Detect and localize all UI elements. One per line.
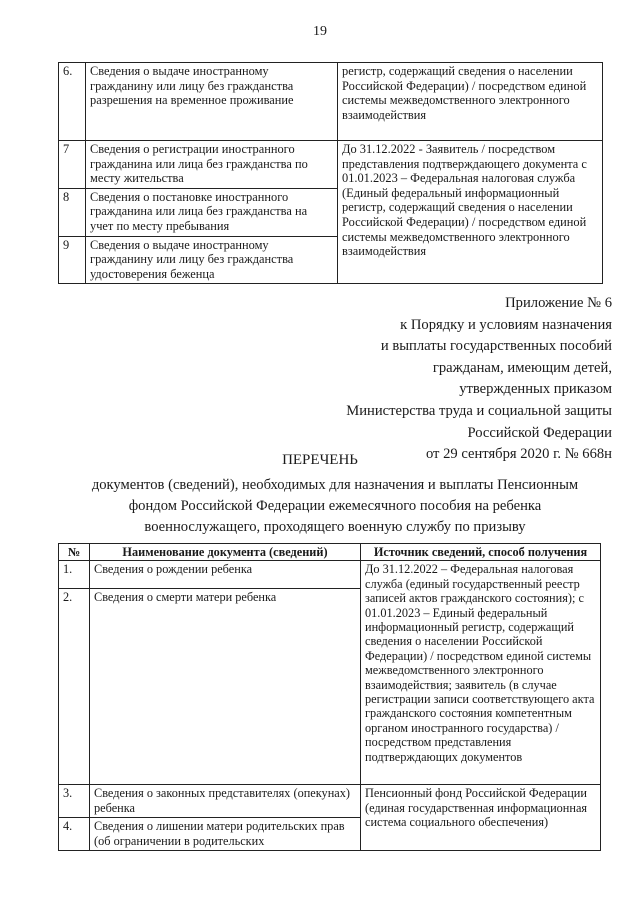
subtitle-line: документов (сведений), необходимых для назначения и выплаты Пенсионным xyxy=(91,477,579,493)
table-row xyxy=(59,561,601,589)
document-name: Сведения о лишении матери родительских прав (об ограничении в родительских xyxy=(90,818,361,851)
header-source: Источник сведений, способ получения xyxy=(361,544,601,561)
row-number: 9 xyxy=(59,236,86,284)
row-number: 6. xyxy=(59,63,86,141)
appendix-line: Российской Федерации xyxy=(467,424,612,441)
header-number: № xyxy=(59,544,90,561)
row-number: 4. xyxy=(59,818,90,851)
appendix-line: гражданам, имеющим детей, xyxy=(432,359,612,376)
row-number: 2. xyxy=(59,589,90,785)
appendix-line: к Порядку и условиям назначения xyxy=(400,316,612,333)
table-row xyxy=(59,785,601,818)
document-title: ПЕРЕЧЕНЬ xyxy=(282,452,358,468)
document-name: Сведения о регистрации иностранного гражданина или лица без гражданства по месту жительства xyxy=(86,141,338,189)
appendix-line: утвержденных приказом xyxy=(459,381,612,398)
appendix-line: Приложение № 6 xyxy=(505,295,612,311)
document-name: Сведения о выдаче иностранному гражданину или лицу без гражданства разрешения на временное проживание xyxy=(86,63,338,141)
table-header-row xyxy=(59,544,601,561)
appendix-line: и выплаты государственных пособий xyxy=(380,338,612,355)
document-name: Сведения о рождении ребенка xyxy=(90,561,361,589)
table-row xyxy=(59,141,603,189)
appendix-line: от 29 сентября 2020 г. № 668н xyxy=(425,446,612,463)
continued-documents-table xyxy=(58,62,603,284)
table-row xyxy=(59,63,603,141)
document-name: Сведения о смерти матери ребенка xyxy=(90,589,361,785)
row-number: 7 xyxy=(59,141,86,189)
documents-table xyxy=(58,543,601,851)
source-cell-merged: Пенсионный фонд Российской Федерации (единая государственная информационная система социального обеспечения) xyxy=(361,785,601,851)
row-number: 3. xyxy=(59,785,90,818)
appendix-line: Министерства труда и социальной защиты xyxy=(346,402,612,419)
appendix-header xyxy=(346,293,612,466)
page-number: 19 xyxy=(313,24,327,39)
source-cell-merged: До 31.12.2022 - Заявитель / посредством представления подтверждающего документа с 01.01.2023 – Федеральная налоговая служба (Единый федеральный информационный регистр, содержащий сведения о населении Российской Федерации) / посредством единой системы межведомственного электронного взаимодействия xyxy=(338,141,603,284)
source-cell-merged: До 31.12.2022 – Федеральная налоговая служба (единый государственный реестр записей актов гражданского состояния); с 01.01.2023 – Единый федеральный информационный регистр, содержащий сведения о населении Российской Федерации) / посредством единой системы межведомственного электронного взаимодействия; заявитель (в случае регистрации записи соответствующего акта гражданского состояния компетентным органом иностранного государства) / посредством представления подтверждающих документов xyxy=(361,561,601,785)
row-number: 8 xyxy=(59,188,86,236)
source-cell: регистр, содержащий сведения о населении Российской Федерации) / посредством единой системы межведомственного электронного взаимодействия xyxy=(338,63,603,141)
document-name: Сведения о постановке иностранного гражданина или лица без гражданства на учет по месту пребывания xyxy=(86,188,338,236)
row-number: 1. xyxy=(59,561,90,589)
subtitle-line: военнослужащего, проходящего военную службу по призыву xyxy=(144,519,526,535)
header-document-name: Наименование документа (сведений) xyxy=(90,544,361,561)
document-name: Сведения о выдаче иностранному гражданину или лицу без гражданства удостоверения беженца xyxy=(86,236,338,284)
document-name: Сведения о законных представителях (опекунах) ребенка xyxy=(90,785,361,818)
document-subtitle xyxy=(70,475,600,538)
subtitle-line: фондом Российской Федерации ежемесячного пособия на ребенка xyxy=(128,498,542,514)
